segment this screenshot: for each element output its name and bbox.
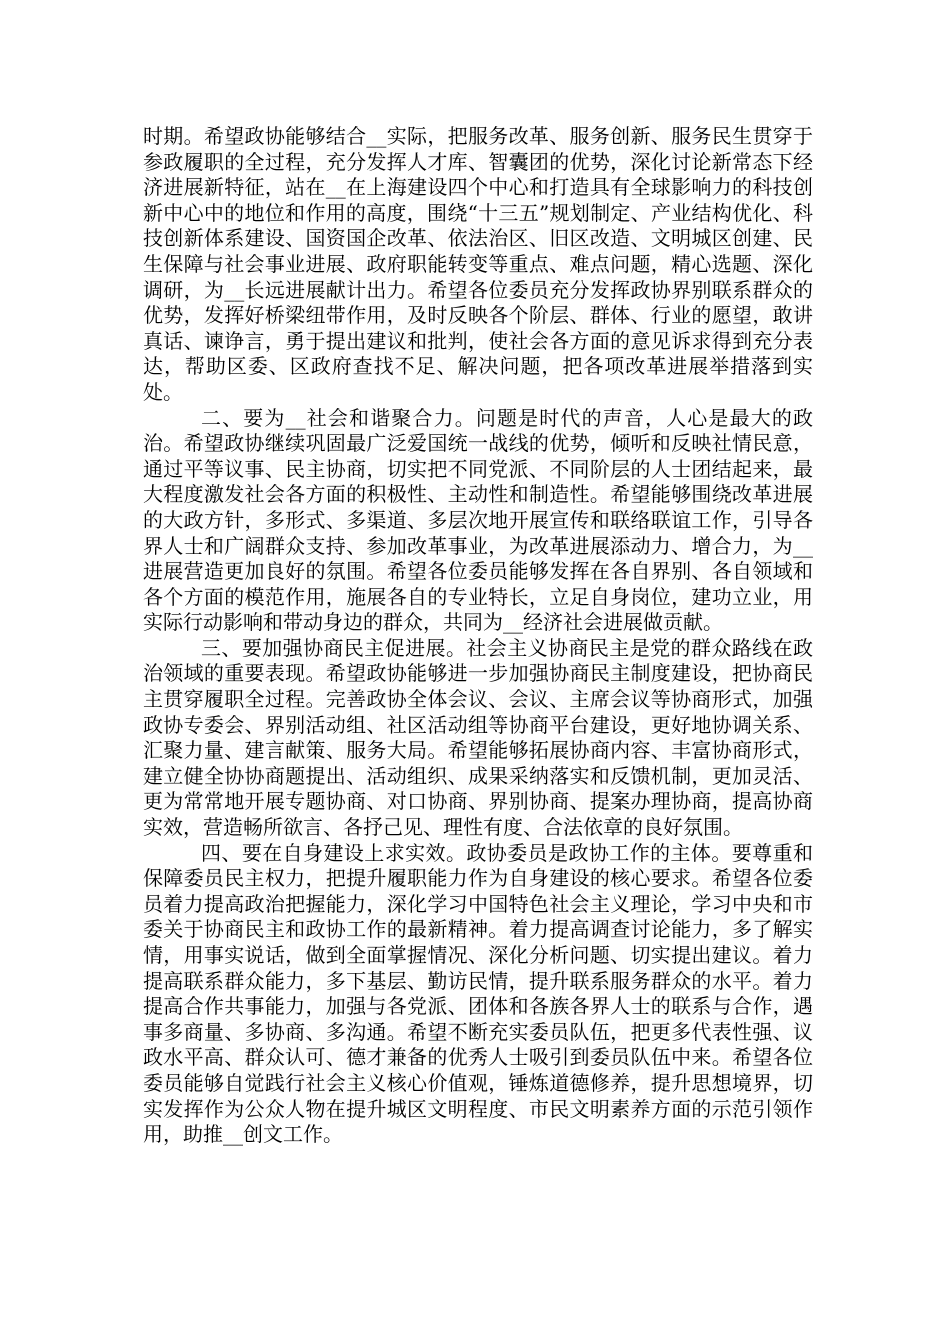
paragraph-section-four: 四、要在自身建设上求实效。政协委员是政协工作的主体。要尊重和保障委员民主权力，把提升履职能力作为自身建设的核心要求。希望各位委员着力提高政治把握能力，深化学习中国特色社会主义理论，学习中央和市委关于协商民主和政协工作的最新精神。着力提高调查讨论能力，多了解实情，用事实说话，做到全面掌握情况、深化分析问题、切实提出建议。着力提高联系群众能力，多下基层、勤访民情，提升联系服务群众的水平。着力提高合作共事能力，加强与各党派、团体和各族各界人士的联系与合作，遇事多商量、多协商、多沟通。希望不断充实委员队伍，把更多代表性强、议政水平高、群众认可、德才兼备的优秀人士吸引到委员队伍中来。希望各位委员能够自觉践行社会主义核心价值观，锤炼道德修养，提升思想境界，切实发挥作为公众人物在提升城区文明程度、市民文明素养方面的示范引领作用，助推__创文工作。 [143,840,813,1147]
document-body [143,124,813,1148]
paragraph-continuation: 时期。希望政协能够结合__实际，把服务改革、服务创新、服务民生贯穿于参政履职的全过程，充分发挥人才库、智囊团的优势，深化讨论新常态下经济进展新特征，站在__在上海建设四个中心和打造具有全球影响力的科技创新中心中的地位和作用的高度，围绕“十三五”规划制定、产业结构优化、科技创新体系建设、国资国企改革、依法治区、旧区改造、文明城区创建、民生保障与社会事业进展、政府职能转变等重点、难点问题，精心选题、深化调研，为__长远进展献计出力。希望各位委员充分发挥政协界别联系群众的优势，发挥好桥梁纽带作用，及时反映各个阶层、群体、行业的愿望，敢讲真话、谏诤言，勇于提出建议和批判，使社会各方面的意见诉求得到充分表达，帮助区委、区政府查找不足、解决问题，把各项改革进展举措落到实处。 [143,124,813,404]
paragraph-section-three: 三、要加强协商民主促进展。社会主义协商民主是党的群众路线在政治领域的重要表现。希望政协能够进一步加强协商民主制度建设，把协商民主贯穿履职全过程。完善政协全体会议、会议、主席会议等协商形式，加强政协专委会、界别活动组、社区活动组等协商平台建设，更好地协调关系、汇聚力量、建言献策、服务大局。希望能够拓展协商内容、丰富协商形式，建立健全协协商题提出、活动组织、成果采纳落实和反馈机制，更加灵活、更为常常地开展专题协商、对口协商、界别协商、提案办理协商，提高协商实效，营造畅所欲言、各抒己见、理性有度、合法依章的良好氛围。 [143,635,813,840]
paragraph-section-two: 二、要为__社会和谐聚合力。问题是时代的声音，人心是最大的政治。希望政协继续巩固最广泛爱国统一战线的优势，倾听和反映社情民意，通过平等议事、民主协商，切实把不同党派、不同阶层的人士团结起来，最大程度激发社会各方面的积极性、主动性和制造性。希望能够围绕改革进展的大政方针，多形式、多渠道、多层次地开展宣传和联络联谊工作，引导各界人士和广阔群众支持、参加改革事业，为改革进展添动力、增合力，为__进展营造更加良好的氛围。希望各位委员能够发挥在各自界别、各自领域和各个方面的模范作用，施展各自的专业特长，立足自身岗位，建功立业，用实际行动影响和带动身边的群众，共同为__经济社会进展做贡献。 [143,405,813,635]
